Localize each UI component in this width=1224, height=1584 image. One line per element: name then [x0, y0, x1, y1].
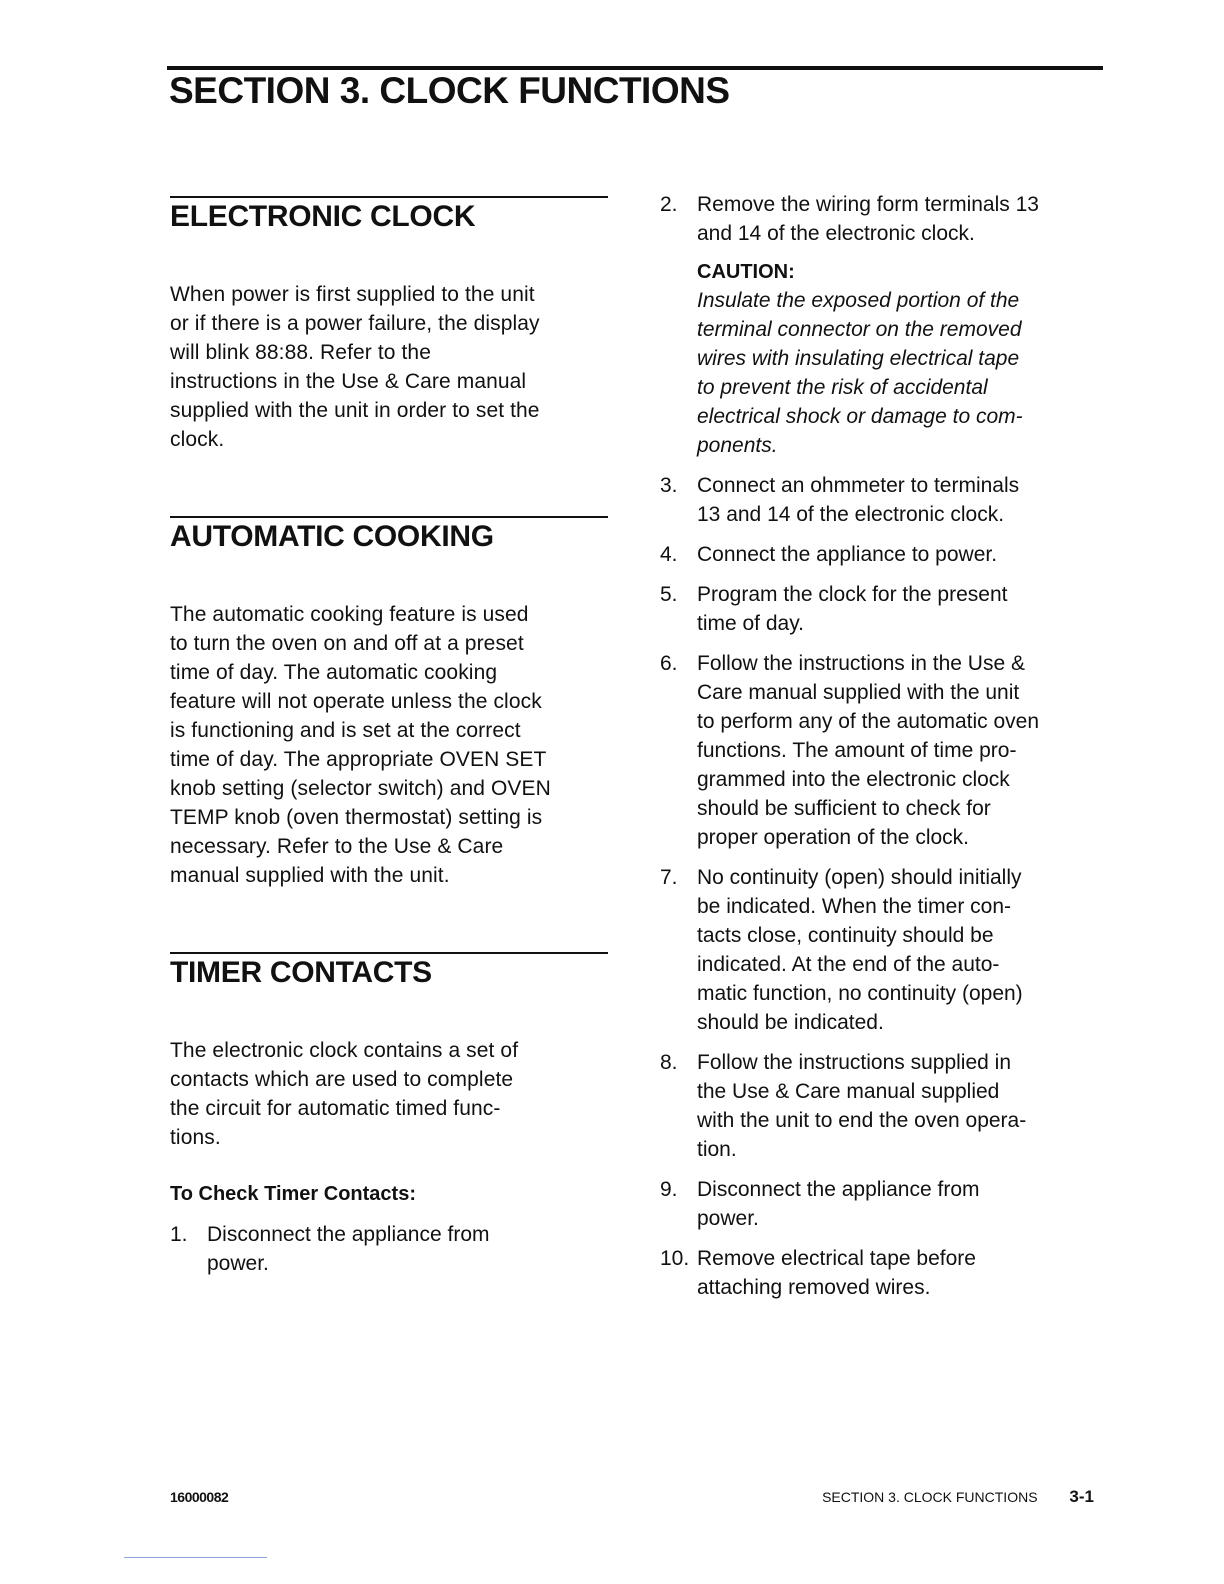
- list-item: [660, 863, 1105, 1037]
- text-line: When power is first supplied to the unit: [170, 283, 535, 306]
- electronic-clock-paragraph: [170, 280, 608, 454]
- text-line: Disconnect the appliance from: [697, 1178, 980, 1201]
- step-number: 5.: [660, 583, 678, 606]
- list-item: [660, 649, 1105, 852]
- text-line: Connect an ohmmeter to terminals: [697, 474, 1020, 497]
- text-line: is functioning and is set at the correct: [170, 719, 521, 742]
- footer-section-label: SECTION 3. CLOCK FUNCTIONS: [822, 1489, 1038, 1505]
- list-item: [660, 1175, 1105, 1233]
- list-item: [170, 1220, 608, 1278]
- text-line: supplied with the unit in order to set the: [170, 399, 540, 422]
- automatic-cooking-heading: AUTOMATIC COOKING: [170, 520, 494, 553]
- text-line: be indicated. When the timer con-: [697, 895, 1011, 918]
- list-item: [660, 1244, 1105, 1302]
- text-line: to perform any of the automatic oven: [697, 710, 1040, 733]
- caution-text: [697, 286, 1105, 460]
- text-line: to prevent the risk of accidental: [697, 376, 988, 399]
- step-number: 2.: [660, 193, 678, 216]
- text-line: power.: [697, 1207, 759, 1230]
- timer-contacts-paragraph: [170, 1036, 608, 1152]
- timer-contacts-section: [170, 952, 608, 992]
- text-line: electrical shock or damage to com-: [697, 405, 1023, 428]
- text-line: Follow the instructions supplied in: [697, 1051, 1011, 1074]
- text-line: Program the clock for the present: [697, 583, 1008, 606]
- text-line: time of day.: [697, 612, 804, 635]
- text-line: with the unit to end the oven opera-: [697, 1109, 1027, 1132]
- text-line: The electronic clock contains a set of: [170, 1039, 519, 1062]
- text-line: Follow the instructions in the Use &: [697, 652, 1025, 675]
- footer-section: [822, 1487, 1094, 1507]
- text-line: clock.: [170, 428, 225, 451]
- step-number: 8.: [660, 1051, 678, 1074]
- list-item: [660, 540, 1105, 569]
- text-line: No continuity (open) should initially: [697, 866, 1022, 889]
- text-line: wires with insulating electrical tape: [697, 347, 1020, 370]
- text-line: to turn the oven on and off at a preset: [170, 632, 524, 655]
- text-line: Connect the appliance to power.: [697, 543, 998, 566]
- text-line: manual supplied with the unit.: [170, 864, 450, 887]
- text-line: Disconnect the appliance from: [207, 1223, 490, 1246]
- document-number: 16000082: [170, 1489, 229, 1505]
- timer-contacts-heading: TIMER CONTACTS: [170, 956, 432, 989]
- step-number: 3.: [660, 474, 678, 497]
- left-column: [170, 196, 608, 1278]
- caution-block: [660, 258, 1105, 460]
- text-line: ponents.: [697, 434, 778, 457]
- text-line: feature will not operate unless the clock: [170, 690, 542, 713]
- text-line: tacts close, continuity should be: [697, 924, 994, 947]
- page-title: SECTION 3. CLOCK FUNCTIONS: [169, 70, 730, 111]
- caution-label: CAUTION:: [697, 261, 795, 283]
- step-number: 6.: [660, 652, 678, 675]
- text-line: proper operation of the clock.: [697, 826, 969, 849]
- text-line: attaching removed wires.: [697, 1276, 931, 1299]
- text-line: should be indicated.: [697, 1011, 884, 1034]
- text-line: time of day. The automatic cooking: [170, 661, 498, 684]
- text-line: 13 and 14 of the electronic clock.: [697, 503, 1005, 526]
- text-line: time of day. The appropriate OVEN SET: [170, 748, 547, 771]
- text-line: instructions in the Use & Care manual: [170, 370, 527, 393]
- text-line: the circuit for automatic timed func-: [170, 1097, 501, 1120]
- text-line: TEMP knob (oven thermostat) setting is: [170, 806, 543, 829]
- automatic-cooking-paragraph: [170, 600, 608, 890]
- step-number: 9.: [660, 1178, 678, 1201]
- check-timer-contacts-subheading: To Check Timer Contacts:: [170, 1183, 416, 1205]
- text-line: functions. The amount of time pro-: [697, 739, 1017, 762]
- list-item: [660, 471, 1105, 529]
- page-number: 3-1: [1069, 1487, 1094, 1506]
- text-line: Care manual supplied with the unit: [697, 681, 1020, 704]
- text-line: grammed into the electronic clock: [697, 768, 1010, 791]
- text-line: will blink 88:88. Refer to the: [170, 341, 431, 364]
- text-line: Remove electrical tape before: [697, 1247, 976, 1270]
- step-number: 10.: [660, 1247, 690, 1270]
- text-line: tion.: [697, 1138, 737, 1161]
- list-item: [660, 580, 1105, 638]
- step-number: 4.: [660, 543, 678, 566]
- text-line: or if there is a power failure, the display: [170, 312, 540, 335]
- text-line: contacts which are used to complete: [170, 1068, 514, 1091]
- text-line: the Use & Care manual supplied: [697, 1080, 1000, 1103]
- step-number: 7.: [660, 866, 678, 889]
- electronic-clock-section: [170, 196, 608, 236]
- text-line: Insulate the exposed portion of the: [697, 289, 1020, 312]
- automatic-cooking-section: [170, 516, 608, 556]
- list-item: [660, 1048, 1105, 1164]
- list-item: [660, 190, 1105, 248]
- text-line: tions.: [170, 1126, 221, 1149]
- right-column: [660, 190, 1105, 1302]
- text-line: indicated. At the end of the auto-: [697, 953, 1000, 976]
- scan-artifact-line: [124, 1557, 267, 1558]
- text-line: knob setting (selector switch) and OVEN: [170, 777, 551, 800]
- text-line: Remove the wiring form terminals 13: [697, 193, 1039, 216]
- text-line: power.: [207, 1252, 269, 1275]
- text-line: matic function, no continuity (open): [697, 982, 1023, 1005]
- electronic-clock-heading: ELECTRONIC CLOCK: [170, 200, 476, 233]
- step-number: 1.: [170, 1223, 188, 1246]
- text-line: and 14 of the electronic clock.: [697, 222, 975, 245]
- text-line: should be sufficient to check for: [697, 797, 991, 820]
- text-line: The automatic cooking feature is used: [170, 603, 529, 626]
- text-line: necessary. Refer to the Use & Care: [170, 835, 504, 858]
- text-line: terminal connector on the removed: [697, 318, 1022, 341]
